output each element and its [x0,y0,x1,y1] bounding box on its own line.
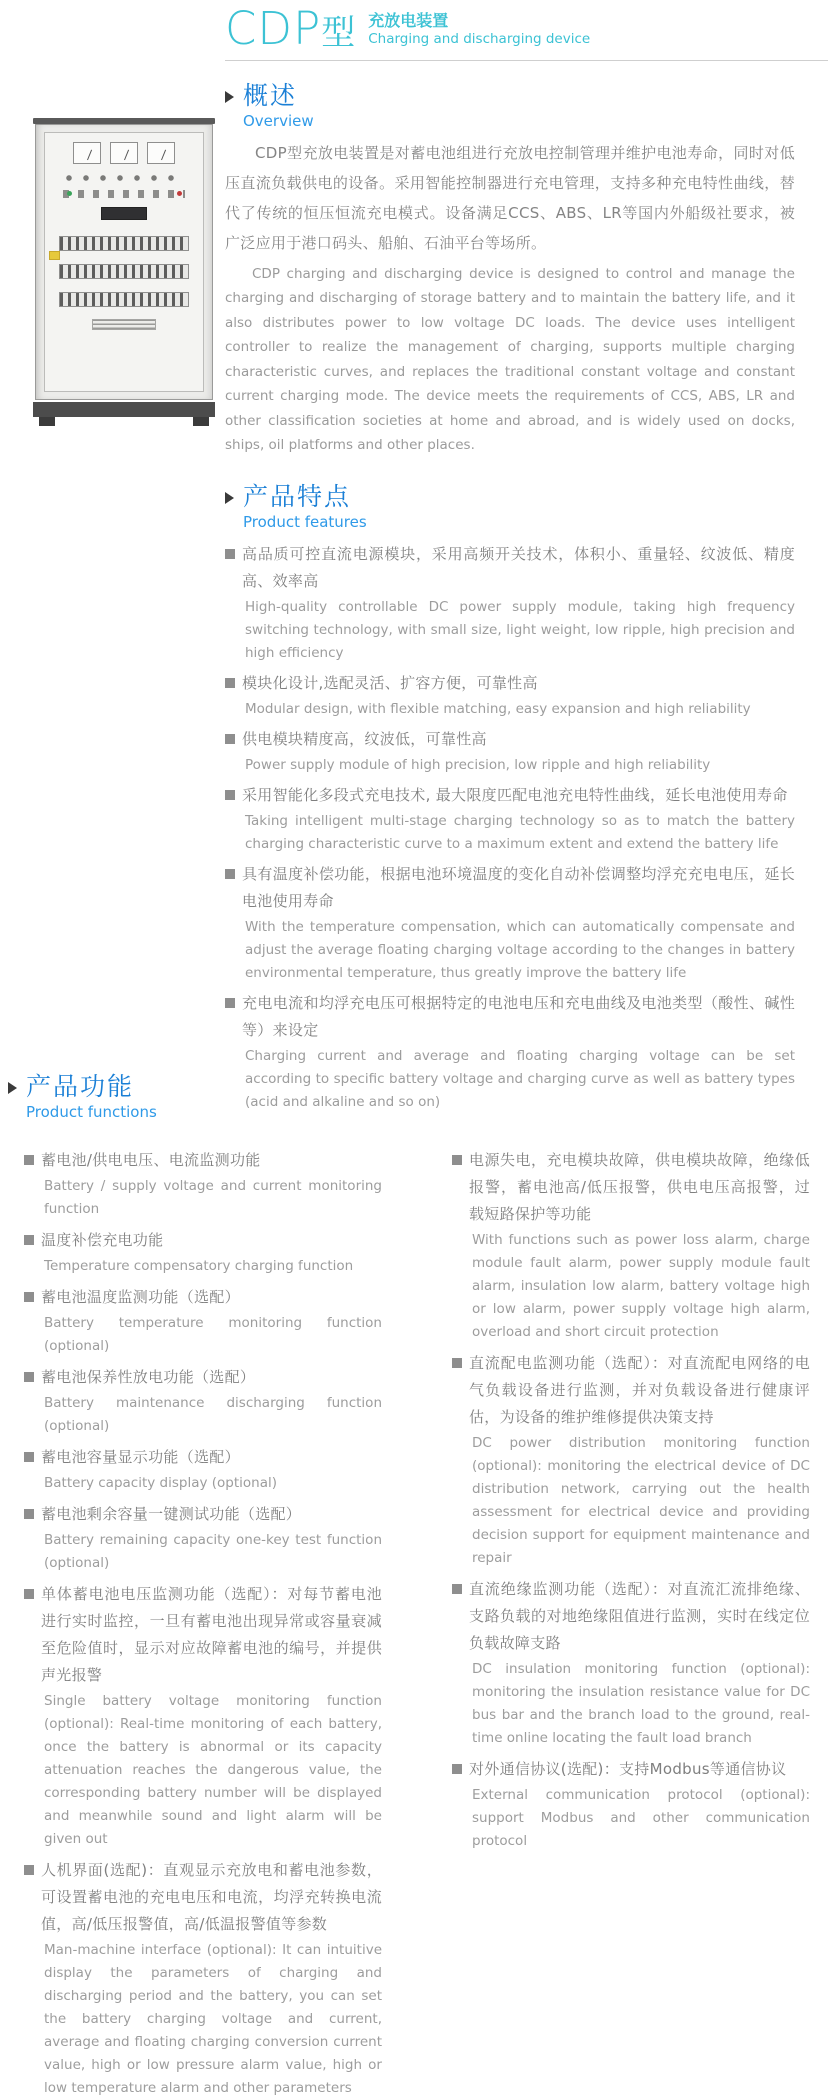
function-text-cn: 电源失电，充电模块故障，供电模块故障，绝缘低报警，蓄电池高/低压报警，供电电压高报警，过载短路保护等功能 [469,1151,810,1223]
functions-heading [8,1072,830,1121]
triangle-marker-icon [225,91,234,103]
section-title-en: Product features [243,512,367,531]
function-text-en: Man-machine interface (optional): It can intuitive display the parameters of charging and discharging period and the battery, you can set the battery charging voltage and current, average and floating charging conversion current value, high or low pressure alarm value, high or low temperature alarm and other parameters [44,1942,382,2096]
square-bullet-icon [24,1589,34,1599]
features-section [225,482,795,1114]
function-text-cn: 直流绝缘监测功能（选配）：对直流汇流排绝缘、支路负载的对地绝缘阻值进行监测，实时在线定位负载故障支路 [469,1580,810,1652]
function-text-en: Battery temperature monitoring function (optional) [44,1315,382,1354]
function-text-en: With functions such as power loss alarm, charge module fault alarm, power supply module fault alarm, insulation low alarm, battery voltage high or low alarm, power supply voltage high alarm, overload and short circuit protection [472,1232,810,1340]
function-item [24,1284,382,1358]
function-text-cn: 蓄电池/供电电压、电流监测功能 [41,1151,261,1169]
features-list [225,541,795,1114]
model-prefix: CDP [225,2,322,55]
square-bullet-icon [24,1865,34,1875]
overview-heading [225,81,795,130]
triangle-marker-icon [225,492,234,504]
functions-left-column [24,1141,382,2100]
feature-text-en: Modular design, with flexible matching, easy expansion and high reliability [245,700,751,717]
function-item [24,1147,382,1221]
square-bullet-icon [452,1764,462,1774]
feature-item [225,782,795,856]
function-text-en: Temperature compensatory charging function [44,1258,354,1274]
feature-text-en: High-quality controllable DC power supply module, taking high frequency switching technology, with small size, light weight, low ripple, high precision and high efficiency [245,598,795,661]
square-bullet-icon [225,869,235,879]
function-text-en: Battery capacity display (optional) [44,1475,278,1491]
feature-text-en: With the temperature compensation, which can automatically compensate and adjust the average floating charging voltage according to the changes in battery environmental temperature, thus greatly improve the battery life [245,918,795,981]
meter-row [45,133,203,164]
square-bullet-icon [225,734,235,744]
feature-text-cn: 采用智能化多段式充电技术, 最大限度匹配电池充电特性曲线，延长电池使用寿命 [242,785,788,804]
indicator-light-row [63,172,185,185]
function-text-cn: 单体蓄电池电压监测功能（选配）：对每节蓄电池进行实时监控，一旦有蓄电池出现异常或容量衰减至危险值时，显示对应故障蓄电池的编号，并提供声光报警 [41,1585,382,1684]
function-item [452,1147,810,1344]
function-item [24,1581,382,1851]
section-title-en: Overview [243,111,314,130]
function-item [24,1364,382,1438]
vent-panel [92,319,156,330]
display-panel [101,207,147,220]
function-item [452,1576,810,1750]
feature-item [225,541,795,665]
feature-text-cn: 高品质可控直流电源模块，采用高频开关技术，体积小、重量轻、纹波低、精度高、效率高 [242,544,795,590]
model-name [225,2,357,55]
button-row [63,190,185,198]
square-bullet-icon [225,678,235,688]
feature-item [225,726,795,777]
terminal-strip [59,236,189,251]
function-text-en: Battery maintenance discharging function (optional) [44,1395,382,1434]
overview-paragraph-cn: CDP型充放电装置是对蓄电池组进行充放电控制管理并维护电池寿命，同时对低压直流负载供电的设备。采用智能控制器进行充电管理，支持多种充电特性曲线，替代了传统的恒压恒流充电模式。设备满足CCS、ABS、LR等国内外船级社要求，被广泛应用于港口码头、船舶、石油平台等场所。 [225,143,795,252]
square-bullet-icon [225,998,235,1008]
features-heading [225,482,795,531]
function-item [24,1857,382,2100]
function-text-cn: 蓄电池剩余容量一键测试功能（选配） [41,1505,302,1523]
triangle-marker-icon [8,1082,17,1094]
green-indicator-light-icon [67,191,72,196]
function-text-cn: 直流配电监测功能（选配）：对直流配电网络的电气负载设备进行监测，并对负载设备进行健康评估，为设备的维护维修提供决策支持 [469,1354,810,1426]
cabinet-body [35,124,213,400]
function-text-en: Battery / supply voltage and current monitoring function [44,1178,382,1217]
feature-text-en: Power supply module of high precision, low ripple and high reliability [245,756,711,773]
model-suffix: 型 [321,13,357,53]
square-bullet-icon [452,1155,462,1165]
feature-text-en: Taking intelligent multi-stage charging technology so as to match the battery charging characteristic curve to a maximum extent and extend the battery life [245,812,795,852]
product-photo [35,118,213,430]
feature-item [225,861,795,985]
title-divider [225,60,828,61]
product-subtitle [368,11,590,51]
functions-section [0,1072,830,2100]
function-text-cn: 温度补偿充电功能 [41,1231,164,1249]
function-text-cn: 对外通信协议(选配)：支持Modbus等通信协议 [469,1760,787,1778]
main-column [225,2,828,1114]
square-bullet-icon [24,1292,34,1302]
function-text-cn: 蓄电池容量显示功能（选配） [41,1448,240,1466]
cabinet-door [44,132,204,392]
square-bullet-icon [452,1584,462,1594]
function-item [24,1227,382,1278]
yellow-label-sticker [49,251,60,260]
square-bullet-icon [24,1155,34,1165]
function-text-en: DC power distribution monitoring function (optional): monitoring the electrical device of DC distribution network, carrying out the health assessment for electrical device and providing decision support for equipment maintenance and repair [472,1435,810,1566]
analog-meter-icon [110,142,138,164]
square-bullet-icon [452,1358,462,1368]
overview-paragraph-en: CDP charging and discharging device is designed to control and manage the charging and discharging of storage battery and to maintain the battery life, and it also distributes power to low voltage DC loads. The device uses intelligent controller to realize the management of charging, supports multiple charging characteristic curves, and replaces the traditional constant voltage and constant current charging mode. The device meets the requirements of CCS, ABS, LR and other classification societies at home and abroad, and is widely used on docks, ships, oil platforms and other places. [225,265,795,454]
cabinet-feet [39,417,209,426]
function-text-cn: 蓄电池保养性放电功能（选配） [41,1368,256,1386]
square-bullet-icon [24,1372,34,1382]
square-bullet-icon [24,1452,34,1462]
overview-section [225,81,795,458]
analog-meter-icon [73,142,101,164]
function-text-cn: 人机界面(选配)：直观显示充放电和蓄电池参数，可设置蓄电池的充电电压和电流，均浮充转换电流值，高/低压报警值，高/低温报警值等参数 [41,1861,382,1933]
terminal-strip [59,292,189,307]
product-title [225,2,828,55]
square-bullet-icon [24,1235,34,1245]
function-text-en: Single battery voltage monitoring function (optional): Real-time monitoring of each battery, once the battery is abnormal or its capacity attenuation reaches the dangerous value, the corresponding battery number will be displayed and meanwhile sound and light alarm will be given out [44,1693,382,1847]
red-indicator-light-icon [177,191,182,196]
terminal-strip [59,264,189,279]
subtitle-en: Charging and discharging device [368,30,591,47]
function-item [24,1444,382,1495]
section-title-cn: 产品功能 [26,1072,135,1101]
section-title-cn: 产品特点 [243,481,352,511]
feature-item [225,670,795,721]
functions-right-column [452,1141,810,2100]
feature-text-en: Charging current and average and floating charging voltage can be set according to specific battery voltage and charging curve as well as battery types (acid and alkaline and so on) [245,1047,795,1110]
function-item [452,1350,810,1570]
feature-text-cn: 供电模块精度高，纹波低，可靠性高 [242,729,487,748]
subtitle-cn: 充放电装置 [368,10,449,30]
function-item [452,1756,810,1853]
feature-text-cn: 模块化设计,选配灵活、扩容方便，可靠性高 [242,673,538,692]
function-item [24,1501,382,1575]
function-text-cn: 蓄电池温度监测功能（选配） [41,1288,240,1306]
feature-text-cn: 具有温度补偿功能，根据电池环境温度的变化自动补偿调整均浮充充电电压，延长电池使用寿命 [242,864,795,910]
functions-columns [24,1131,830,2100]
square-bullet-icon [225,790,235,800]
square-bullet-icon [24,1509,34,1519]
section-title-en: Product functions [26,1103,157,1121]
section-title-cn: 概述 [243,80,298,110]
analog-meter-icon [147,142,175,164]
function-text-en: DC insulation monitoring function (optional): monitoring the insulation resistance value for DC bus bar and the branch load to the ground, real-time online locating the fault load branch [472,1661,810,1746]
square-bullet-icon [225,549,235,559]
cabinet-base [33,402,215,417]
function-text-en: Battery remaining capacity one-key test function (optional) [44,1532,382,1571]
feature-text-cn: 充电电流和均浮充电压可根据特定的电池电压和充电曲线及电池类型（酸性、碱性等）来设定 [242,993,795,1039]
function-text-en: External communication protocol (optional): support Modbus and other communication protocol [472,1787,810,1849]
